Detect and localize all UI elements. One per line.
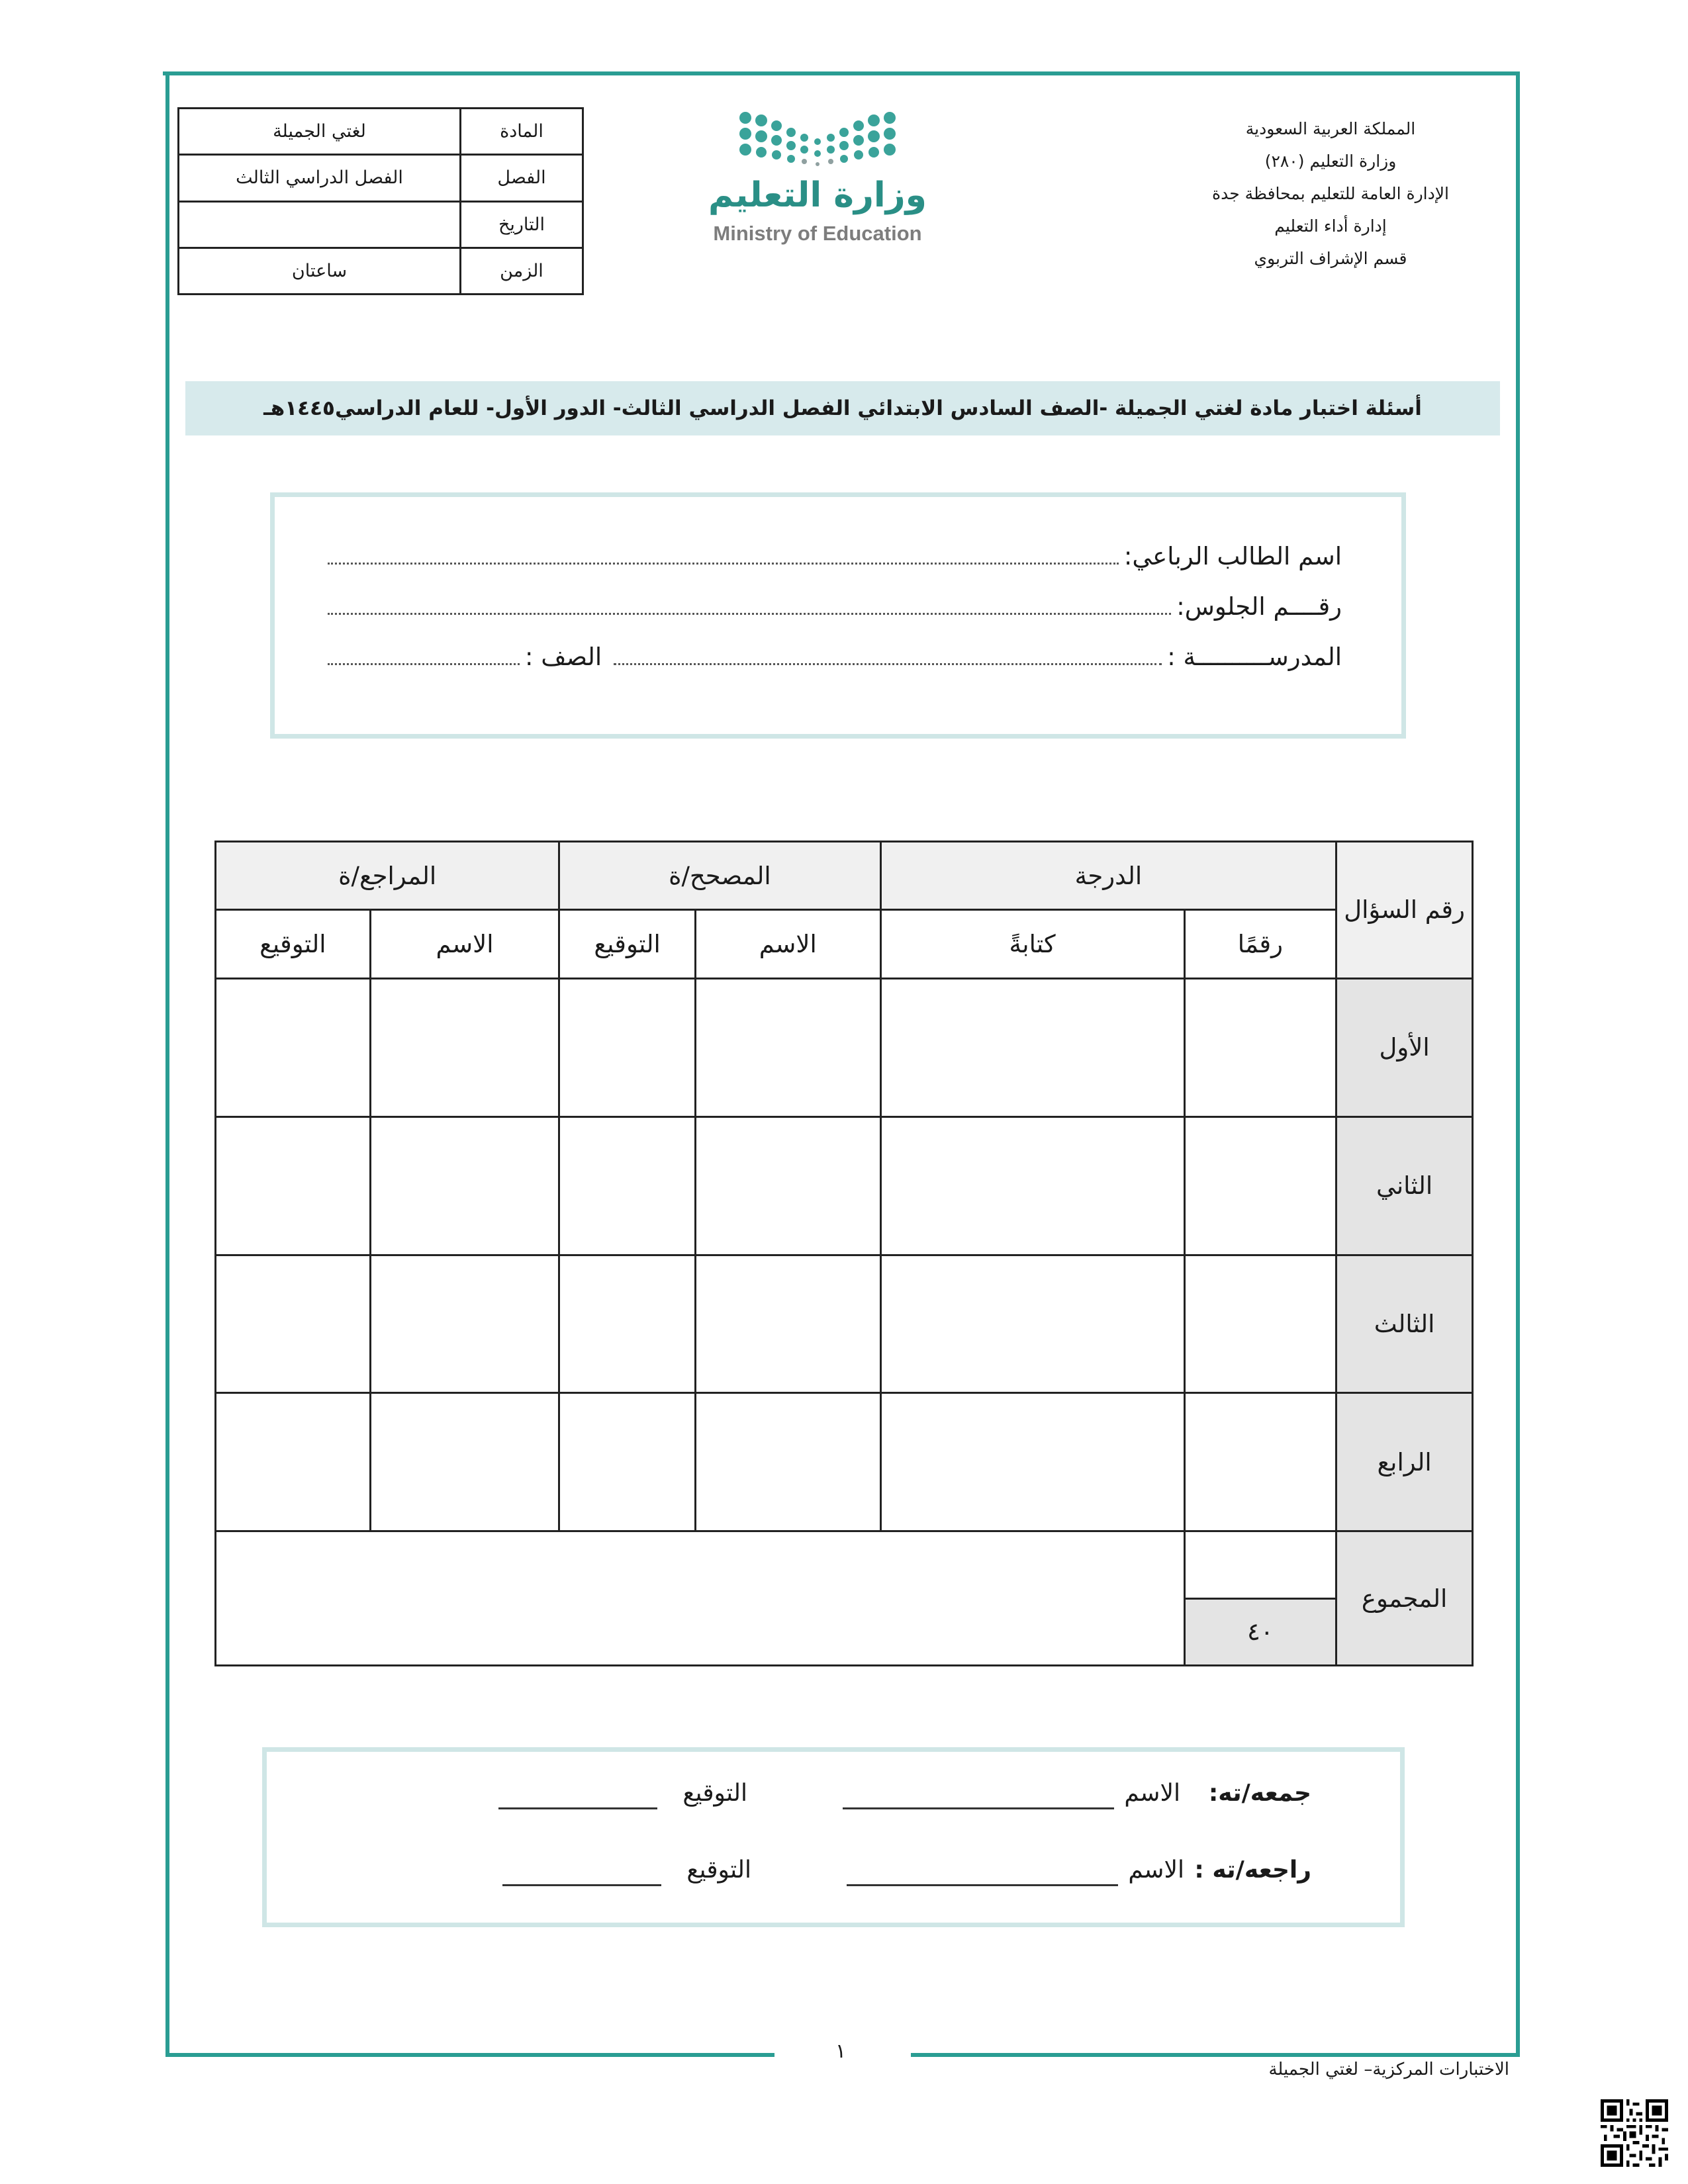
reviewer-name-cell[interactable]	[370, 1393, 559, 1531]
collected-by-row	[267, 1780, 1409, 1819]
question-label: الثالث	[1336, 1255, 1473, 1393]
grades-header-row	[216, 842, 1473, 910]
student-info-box	[270, 492, 1406, 739]
exam-title: أسئلة اختبار مادة لغتي الجميلة -الصف السادس الابتدائي الفصل الدراسي الثالث- الدور الأول- للعام الدراسي١٤٤٥هـ	[185, 381, 1500, 435]
corrector-header: المصحح/ة	[559, 842, 880, 910]
info-row	[179, 155, 583, 201]
info-label: الفصل	[461, 155, 583, 201]
ministry-logo	[695, 99, 940, 251]
reviewer-signature-header: التوقيع	[216, 910, 371, 978]
corrector-name-cell[interactable]	[696, 978, 881, 1116]
page-number: ١	[835, 2040, 847, 2063]
question-label: الأول	[1336, 978, 1473, 1116]
class-label: الصف :	[525, 643, 602, 671]
collected-signature-field[interactable]	[498, 1807, 657, 1809]
corrector-signature-cell[interactable]	[559, 1255, 696, 1393]
info-value: ساعتان	[179, 248, 461, 294]
reviewer-signature-cell[interactable]	[216, 1255, 371, 1393]
grades-subheader-row	[216, 910, 1473, 978]
logo-arabic-text: وزارة التعليم	[708, 175, 927, 215]
grade-written-cell[interactable]	[880, 1116, 1184, 1255]
org-line: قسم الإشراف التربوي	[1254, 249, 1407, 268]
grade-numeric-cell[interactable]	[1184, 1255, 1336, 1393]
reviewer-signature-cell[interactable]	[216, 1393, 371, 1531]
question-number-header: رقم السؤال	[1336, 842, 1473, 979]
total-label: المجموع	[1336, 1531, 1473, 1666]
grade-header: الدرجة	[880, 842, 1336, 910]
info-value	[179, 201, 461, 248]
grade-written-header: كتابةً	[880, 910, 1184, 978]
corrector-name-cell[interactable]	[696, 1116, 881, 1255]
reviewer-name-header: الاسم	[370, 910, 559, 978]
footer-note: الاختبارات المركزية– لغتي الجميلة	[1268, 2060, 1509, 2079]
info-value: الفصل الدراسي الثالث	[179, 155, 461, 201]
reviewer-name-cell[interactable]	[370, 978, 559, 1116]
table-row	[216, 1393, 1473, 1531]
corrector-signature-cell[interactable]	[559, 978, 696, 1116]
total-score-cell[interactable]	[1184, 1531, 1336, 1598]
info-label: المادة	[461, 109, 583, 155]
reviewed-by-row	[267, 1856, 1409, 1896]
corrector-signature-cell[interactable]	[559, 1116, 696, 1255]
info-value: لغتي الجميلة	[179, 109, 461, 155]
seat-number-row	[322, 592, 1342, 621]
reviewed-signature-field[interactable]	[502, 1884, 661, 1886]
logo-english-text: Ministry of Education	[713, 222, 922, 245]
grade-written-cell[interactable]	[880, 1255, 1184, 1393]
grade-numeric-header: رقمًا	[1184, 910, 1336, 978]
corrector-signature-cell[interactable]	[559, 1393, 696, 1531]
school-row	[322, 643, 1342, 671]
frame-bottom-border-left	[165, 2053, 774, 2057]
reviewer-signature-cell[interactable]	[216, 978, 371, 1116]
org-line: إدارة أداء التعليم	[1274, 216, 1387, 236]
info-label: الزمن	[461, 248, 583, 294]
student-name-field[interactable]	[328, 548, 1119, 565]
info-label: التاريخ	[461, 201, 583, 248]
table-row	[216, 1116, 1473, 1255]
org-line: الإدارة العامة للتعليم بمحافظة جدة	[1212, 184, 1449, 203]
qr-code-icon	[1601, 2099, 1668, 2167]
seat-number-field[interactable]	[328, 598, 1171, 615]
total-row	[216, 1531, 1473, 1598]
organization-header	[1185, 113, 1476, 275]
table-row	[216, 1255, 1473, 1393]
frame-bottom-border-right	[911, 2053, 1520, 2057]
seat-number-label: رقــــم الجلوس:	[1176, 592, 1342, 621]
frame-right-border	[1516, 71, 1520, 2057]
total-remarks-cell[interactable]	[216, 1531, 1185, 1666]
grades-table	[214, 841, 1474, 1666]
org-line: وزارة التعليم (٢٨٠)	[1264, 152, 1397, 171]
corrector-name-cell[interactable]	[696, 1255, 881, 1393]
question-label: الثاني	[1336, 1116, 1473, 1255]
reviewer-signature-cell[interactable]	[216, 1116, 371, 1255]
reviewer-header: المراجع/ة	[216, 842, 559, 910]
grade-numeric-cell[interactable]	[1184, 1116, 1336, 1255]
frame-left-border	[165, 71, 169, 2057]
total-max-score: ٤٠	[1184, 1598, 1336, 1665]
reviewer-name-cell[interactable]	[370, 1255, 559, 1393]
info-row	[179, 248, 583, 294]
signature-box	[262, 1747, 1405, 1927]
subject-info-table	[177, 107, 584, 295]
reviewer-name-cell[interactable]	[370, 1116, 559, 1255]
corrector-signature-header: التوقيع	[559, 910, 696, 978]
frame-top-border	[163, 71, 1520, 75]
reviewed-signature-label: التوقيع	[686, 1856, 751, 1884]
collected-name-label: الاسم	[1124, 1780, 1180, 1807]
class-field[interactable]	[328, 649, 520, 665]
info-row	[179, 201, 583, 248]
student-name-label: اسم الطالب الرباعي:	[1123, 542, 1342, 570]
grade-written-cell[interactable]	[880, 978, 1184, 1116]
reviewed-name-label: الاسم	[1128, 1856, 1184, 1884]
question-label: الرابع	[1336, 1393, 1473, 1531]
org-line: المملكة العربية السعودية	[1245, 119, 1416, 138]
collected-by-label: جمعه/ته:	[1208, 1780, 1311, 1807]
info-row	[179, 109, 583, 155]
reviewed-name-field[interactable]	[847, 1884, 1118, 1886]
reviewed-by-label: راجعه/ته :	[1194, 1856, 1311, 1884]
logo-dots-icon	[695, 99, 940, 172]
corrector-name-cell[interactable]	[696, 1393, 881, 1531]
collected-signature-label: التوقيع	[682, 1780, 747, 1807]
school-field[interactable]	[614, 649, 1162, 665]
corrector-name-header: الاسم	[696, 910, 881, 978]
collected-name-field[interactable]	[843, 1807, 1114, 1809]
table-row	[216, 978, 1473, 1116]
school-label: المدرســــــــــة :	[1167, 643, 1342, 671]
student-name-row	[322, 542, 1342, 570]
grade-numeric-cell[interactable]	[1184, 1393, 1336, 1531]
grade-numeric-cell[interactable]	[1184, 978, 1336, 1116]
grade-written-cell[interactable]	[880, 1393, 1184, 1531]
